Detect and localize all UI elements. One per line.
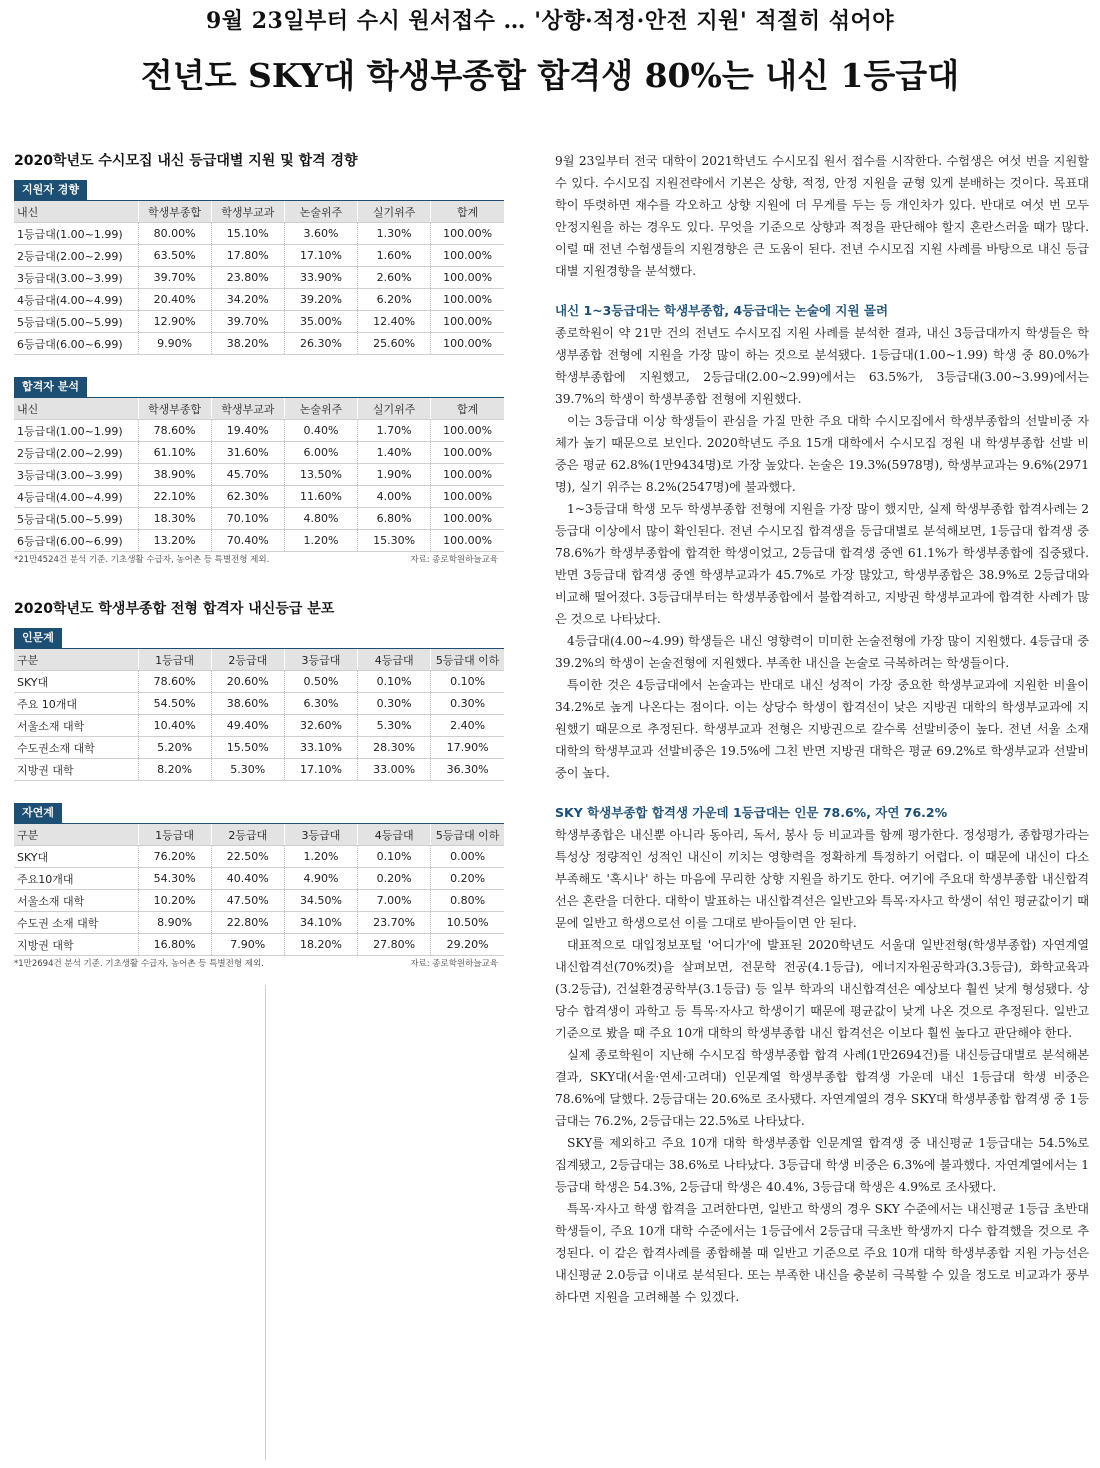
table-cell: 6.00% [284,442,357,464]
table-cell: 100.00% [431,223,504,245]
table-cell: 수도권소재 대학 [14,737,138,759]
table-cell: 32.60% [284,715,357,737]
table-cell: 0.50% [284,671,357,693]
table-cell: 100.00% [431,464,504,486]
table-cell: 100.00% [431,530,504,552]
table-cell: 17.80% [211,245,284,267]
table-cell: 100.00% [431,289,504,311]
table-cell: 15.30% [358,530,431,552]
table-cell: 6.30% [284,693,357,715]
table-row [14,868,504,890]
table-cell: 7.90% [211,934,284,956]
table-cell: 6등급대(6.00~6.99) [14,530,138,552]
column-header: 학생부종합 [138,398,211,420]
column-header: 내신 [14,201,138,223]
article-paragraph: 학생부종합은 내신뿐 아니라 동아리, 독서, 봉사 등 비교과를 함께 평가한다. 정성평가, 종합평가라는 특성상 정량적인 성적인 내신이 끼치는 영향력을 정확하게 특정하기 어렵다. 이 때문에 내신이 다소 부족해도 '혹시나' 하는 마음에 무리한 상향 지원을 하기도 한다. 여기에 주요대 학생부종합 내신합격선은 혼란을 더한다. 대학이 발표하는 내신합격선은 일반고와 특목·자사고 학생이 섞인 평균값이기 때문에 일반고 학생으로선 이를 그대로 받아들이면 안 된다. [555,828,1089,930]
table-cell: 1.30% [358,223,431,245]
table-cell: 4.80% [284,508,357,530]
table-cell: 78.60% [138,671,211,693]
table-cell: 13.20% [138,530,211,552]
table-cell: 80.00% [138,223,211,245]
table-cell: 34.50% [284,890,357,912]
table-row [14,289,504,311]
column-header: 2등급대 [211,824,284,846]
table-cell: 70.40% [211,530,284,552]
table1-footnote [14,552,504,568]
table-cell: 13.50% [284,464,357,486]
table-cell: 70.10% [211,508,284,530]
table-cell: 76.20% [138,846,211,868]
table-cell: 3등급대(3.00~3.99) [14,267,138,289]
table-cell: 20.60% [211,671,284,693]
article-paragraph: 1~3등급대 학생 모두 학생부종합 전형에 지원을 가장 많이 했지만, 실제 학생부종합 합격사례는 2등급대 이상에서 많이 확인된다. 전년 수시모집 합격생을 등급대별로 분석해보면, 1등급대 합격생 중 78.6%가 학생부종합에 합격한 학생이었고, 2등급대 합격생 중엔 61.1%가 학생부종합에 집중됐다. 반면 3등급대 합격생 중엔 학생부교과가 45.7%로 가장 많았고, 학생부종합은 38.9%로 2등급대와 비교해 떨어졌다. 3등급대부터는 학생부종합에서 불합격하고, 지방권 학생부교과에 합격한 사례가 많은 것으로 나타났다. [555,502,1089,626]
table-cell: 1.40% [358,442,431,464]
table1-tag-passers: 합격자 분석 [14,377,87,397]
table-cell: 61.10% [138,442,211,464]
table-cell: 6등급대(6.00~6.99) [14,333,138,355]
table-cell: 54.30% [138,868,211,890]
table-row [14,934,504,956]
table-cell: 2등급대(2.00~2.99) [14,442,138,464]
table-cell: 78.60% [138,420,211,442]
table2-block-humanities [14,626,504,781]
table-cell: SKY대 [14,846,138,868]
table-cell: 54.50% [138,693,211,715]
table-row [14,912,504,934]
table-row [14,420,504,442]
kicker-subheadline: 9월 23일부터 수시 원서접수 … '상향·적정·안전 지원' 적절히 섞어야 [205,8,895,34]
table-cell: 5.30% [211,759,284,781]
table-cell: 38.90% [138,464,211,486]
table-cell: 16.80% [138,934,211,956]
table-row [14,759,504,781]
article-paragraph: 이는 3등급대 이상 학생들이 관심을 가질 만한 주요 대학 수시모집에서 학생부종합의 선발비중 자체가 높기 때문으로 보인다. 2020학년도 주요 15개 대학에서 수시모집 정원 내 학생부종합 선발 비중은 평균 62.8%(1만9434명)로 가장 높았다. 논술은 19.3%(5978명), 학생부교과는 9.6%(2971명), 실기 위주는 8.2%(2547명)에 불과했다. [555,414,1089,494]
table-cell: 18.20% [284,934,357,956]
article-paragraph: SKY를 제외하고 주요 10개 대학 학생부종합 인문계열 합격생 중 내신평균 1등급대는 54.5%로 집계됐고, 2등급대는 38.6%로 나타났다. 3등급대 학생 비중은 6.3%에 불과했다. 자연계열에서는 1등급대 학생은 54.3%, 2등급대 학생은 40.4%, 3등급대 학생은 4.9%로 조사됐다. [555,1136,1089,1194]
table-cell: 62.30% [211,486,284,508]
table-row [14,737,504,759]
table-cell: 5.20% [138,737,211,759]
table2-footnote [14,956,504,972]
column-divider [265,985,266,1460]
table-cell: 100.00% [431,267,504,289]
table-cell: 5등급대(5.00~5.99) [14,508,138,530]
table-cell: 34.10% [284,912,357,934]
table-row [14,311,504,333]
table1-note: *21만4524건 분석 기준. 기초생활 수급자, 농어촌 등 특별전형 제외. [14,555,270,565]
table-cell: 0.20% [431,868,504,890]
table-row [14,530,504,552]
article-subheading-2: SKY 학생부종합 합격생 가운데 1등급대는 인문 78.6%, 자연 76.2% [555,805,948,820]
table-cell: 주요10개대 [14,868,138,890]
table-cell: 2등급대(2.00~2.99) [14,245,138,267]
table-cell: 63.50% [138,245,211,267]
table-cell: 5등급대(5.00~5.99) [14,311,138,333]
article-paragraph: 대표적으로 대입정보포털 '어디가'에 발표된 2020학년도 서울대 일반전형(학생부종합) 자연계열 내신합격선(70%컷)을 살펴보면, 전문학 전공(4.1등급), 에너지자원공학과(3.3등급), 화학교육과(3.2등급), 건설환경공학부(3.1등급) 등 일부 학과의 내신합격선은 예상보다 훨씬 낮게 형성됐다. 상당수 합격생이 과학고 등 특목·자사고 학생이기 때문에 평균값이 낮게 나온 것으로 추정된다. 일반고 기준으로 봤을 때 주요 10개 대학의 학생부종합 내신 합격선은 이보다 훨씬 높다고 판단해야 한다. [555,938,1089,1040]
column-header: 2등급대 [211,649,284,671]
table-cell: 23.70% [358,912,431,934]
column-header: 학생부교과 [211,201,284,223]
table1-tag-applicants: 지원자 경향 [14,180,87,200]
article-body [555,150,1089,1308]
table-row [14,464,504,486]
table-cell: 1.20% [284,530,357,552]
table2-note: *1만2694건 분석 기준. 기초생활 수급자, 농어촌 등 특별전형 제외. [14,959,264,969]
column-header: 3등급대 [284,824,357,846]
table2-sciences-table [14,824,504,956]
table-cell: 3등급대(3.00~3.99) [14,464,138,486]
table2-title: 2020학년도 학생부종합 전형 합격자 내신등급 분포 [14,601,335,617]
table-cell: 지방권 대학 [14,934,138,956]
table-cell: 15.50% [211,737,284,759]
table-row [14,442,504,464]
table2-tag-sciences: 자연계 [14,803,62,823]
column-header: 합계 [431,201,504,223]
table1-title: 2020학년도 수시모집 내신 등급대별 지원 및 합격 경향 [14,153,358,169]
table-cell: 0.30% [431,693,504,715]
table-cell: 39.20% [284,289,357,311]
article-paragraph: 종로학원이 약 21만 건의 전년도 수시모집 지원 사례를 분석한 결과, 내신 3등급대까지 학생들은 학생부종합 전형에 지원을 가장 많이 하는 것으로 분석됐다. 1등급대(1.00~1.99) 학생 중 80.0%가 학생부종합에 지원했고, 2등급대(2.00~2.99)에서는 63.5%가, 3등급대(3.00~3.99)에서는 39.7%의 학생이 학생부종합 전형에 지원했다. [555,326,1089,406]
column-header: 논술위주 [284,201,357,223]
column-header: 5등급대 이하 [431,649,504,671]
column-header: 학생부종합 [138,201,211,223]
table-row [14,245,504,267]
table-cell: 25.60% [358,333,431,355]
table-cell: 17.10% [284,245,357,267]
table1-passers-table [14,398,504,552]
table-cell: 0.10% [358,846,431,868]
table-cell: 10.50% [431,912,504,934]
table-cell: 3.60% [284,223,357,245]
table-cell: 4등급대(4.00~4.99) [14,289,138,311]
table-cell: 31.60% [211,442,284,464]
column-header: 구분 [14,824,138,846]
table-cell: 0.20% [358,868,431,890]
table-cell: 11.60% [284,486,357,508]
column-header: 실기위주 [358,398,431,420]
table-cell: 34.20% [211,289,284,311]
table-cell: 8.20% [138,759,211,781]
table-cell: 49.40% [211,715,284,737]
table-cell: 지방권 대학 [14,759,138,781]
table-header-row [14,649,504,671]
table-row [14,486,504,508]
table-cell: 28.30% [358,737,431,759]
tables-column [14,150,504,972]
table-cell: 33.90% [284,267,357,289]
table-cell: SKY대 [14,671,138,693]
table-cell: 1.70% [358,420,431,442]
table-row [14,671,504,693]
table2-block-sciences [14,801,504,972]
article-subheading-1: 내신 1~3등급대는 학생부종합, 4등급대는 논술에 지원 몰려 [555,303,889,318]
table-cell: 29.20% [431,934,504,956]
table-cell: 4.90% [284,868,357,890]
table-cell: 7.00% [358,890,431,912]
table-cell: 19.40% [211,420,284,442]
table-cell: 주요 10개대 [14,693,138,715]
table-cell: 33.10% [284,737,357,759]
table-row [14,846,504,868]
table-cell: 1.90% [358,464,431,486]
table-cell: 100.00% [431,442,504,464]
table-cell: 100.00% [431,508,504,530]
column-header: 합계 [431,398,504,420]
table-header-row [14,398,504,420]
table-cell: 35.00% [284,311,357,333]
table-cell: 39.70% [211,311,284,333]
table2-humanities-table [14,649,504,781]
column-header: 3등급대 [284,649,357,671]
table-cell: 38.20% [211,333,284,355]
table-cell: 36.30% [431,759,504,781]
table-cell: 20.40% [138,289,211,311]
table-cell: 100.00% [431,420,504,442]
table-cell: 0.30% [358,693,431,715]
table1-block-applicants [14,178,504,355]
column-header: 실기위주 [358,201,431,223]
table-row [14,333,504,355]
table1-applicants-table [14,201,504,355]
column-header: 학생부교과 [211,398,284,420]
table-cell: 38.60% [211,693,284,715]
table-cell: 100.00% [431,245,504,267]
table-cell: 1등급대(1.00~1.99) [14,223,138,245]
main-headline: 전년도 SKY대 학생부종합 합격생 80%는 내신 1등급대 [140,56,960,95]
table-cell: 1.20% [284,846,357,868]
table-row [14,223,504,245]
table-cell: 33.00% [358,759,431,781]
table-row [14,508,504,530]
table-cell: 10.40% [138,715,211,737]
article-paragraph: 실제 종로학원이 지난해 수시모집 학생부종합 합격 사례(1만2694건)를 내신등급대별로 분석해본 결과, SKY대(서울·연세·고려대) 인문계열 학생부종합 합격생 가운데 내신 1등급대 학생 비중은 78.6%에 달했다. 2등급대는 20.6%로 조사됐다. 자연계열의 경우 SKY대 학생부종합 합격생 중 1등급대는 76.2%, 2등급대는 22.5%로 나타났다. [555,1048,1089,1128]
table-cell: 100.00% [431,333,504,355]
table-cell: 100.00% [431,311,504,333]
table-cell: 0.40% [284,420,357,442]
column-header: 4등급대 [358,824,431,846]
column-header: 4등급대 [358,649,431,671]
table-cell: 47.50% [211,890,284,912]
table-cell: 39.70% [138,267,211,289]
table-cell: 1.60% [358,245,431,267]
table-cell: 22.10% [138,486,211,508]
table-cell: 15.10% [211,223,284,245]
table-cell: 100.00% [431,486,504,508]
table-cell: 12.40% [358,311,431,333]
table-cell: 12.90% [138,311,211,333]
column-header: 1등급대 [138,824,211,846]
table-cell: 4.00% [358,486,431,508]
table-cell: 0.10% [431,671,504,693]
table-cell: 2.40% [431,715,504,737]
table2-tag-humanities: 인문계 [14,628,62,648]
table-row [14,693,504,715]
table-cell: 8.90% [138,912,211,934]
table-cell: 6.80% [358,508,431,530]
table-cell: 4등급대(4.00~4.99) [14,486,138,508]
table-cell: 2.60% [358,267,431,289]
table-cell: 26.30% [284,333,357,355]
table-header-row [14,824,504,846]
table-cell: 1등급대(1.00~1.99) [14,420,138,442]
table1-block-passers [14,375,504,568]
table-cell: 5.30% [358,715,431,737]
article-paragraph: 특목·자사고 학생 합격을 고려한다면, 일반고 학생의 경우 SKY 수준에서는 내신평균 1등급 초반대 학생들이, 주요 10개 대학 수준에서는 1등급에서 2등급대 극초반 학생까지 다수 합격했을 것으로 추정된다. 이 같은 합격사례를 종합해볼 때 일반고 기준으로 주요 10개 대학 학생부종합 지원 가능선은 내신평균 2.0등급 이내로 분석된다. 또는 부족한 내신을 충분히 극복할 수 있을 정도로 비교과가 풍부하다면 지원을 고려해볼 수 있겠다. [555,1202,1089,1304]
table-cell: 17.10% [284,759,357,781]
column-header: 5등급대 이하 [431,824,504,846]
table-cell: 23.80% [211,267,284,289]
table-cell: 18.30% [138,508,211,530]
article-lead: 9월 23일부터 전국 대학이 2021학년도 수시모집 원서 접수를 시작한다. 수험생은 여섯 번을 지원할 수 있다. 수시모집 지원전략에서 기본은 상향, 적정, 안정 지원을 균형 있게 분배하는 것이다. 목표대학이 뚜렷하면 재수를 각오하고 상향 지원에 더 무게를 두는 등 개인차가 있다. 반대로 여섯 번 모두 안정지원을 하는 경우도 있다. 무엇을 기준으로 상향과 적정을 판단해야 할지 혼란스러울 때가 많다. 이럴 때 전년 수험생들의 지원경향은 큰 도움이 된다. 전년 수시모집 지원 사례를 바탕으로 내신 등급대별 지원경향을 분석했다. [555,154,1089,278]
table-row [14,890,504,912]
column-header: 구분 [14,649,138,671]
table-cell: 17.90% [431,737,504,759]
table-cell: 9.90% [138,333,211,355]
article-paragraph: 4등급대(4.00~4.99) 학생들은 내신 영향력이 미미한 논술전형에 가장 많이 지원했다. 4등급대 중 39.2%의 학생이 논술전형에 지원했다. 부족한 내신을 논술로 극복하려는 학생들이다. [555,634,1089,670]
table-cell: 10.20% [138,890,211,912]
table-cell: 0.80% [431,890,504,912]
table-cell: 45.70% [211,464,284,486]
table-cell: 27.80% [358,934,431,956]
table-cell: 22.50% [211,846,284,868]
column-header: 내신 [14,398,138,420]
table-row [14,267,504,289]
table-header-row [14,201,504,223]
column-header: 1등급대 [138,649,211,671]
table-cell: 0.10% [358,671,431,693]
table-cell: 0.00% [431,846,504,868]
table-cell: 6.20% [358,289,431,311]
table-cell: 서울소재 대학 [14,890,138,912]
table-cell: 22.80% [211,912,284,934]
article-paragraph: 특이한 것은 4등급대에서 논술과는 반대로 내신 성적이 가장 중요한 학생부교과에 지원한 비율이 34.2%로 높게 나온다는 점이다. 이는 상당수 학생이 합격선이 낮은 지방권 대학의 학생부교과에 지원했기 때문으로 추정된다. 학생부교과 전형은 지방권으로 갈수록 선발비중이 높다. 전년 서울 소재 대학의 학생부교과 선발비중은 19.5%에 그친 반면 지방권 대학은 평균 69.2%로 학생부교과 선발비중이 높다. [555,678,1089,780]
table2-source: 자료: 종로학원하늘교육 [410,959,498,969]
table-cell: 서울소재 대학 [14,715,138,737]
table-cell: 40.40% [211,868,284,890]
table-cell: 수도권 소재 대학 [14,912,138,934]
table1-source: 자료: 종로학원하늘교육 [410,555,498,565]
column-header: 논술위주 [284,398,357,420]
table-row [14,715,504,737]
